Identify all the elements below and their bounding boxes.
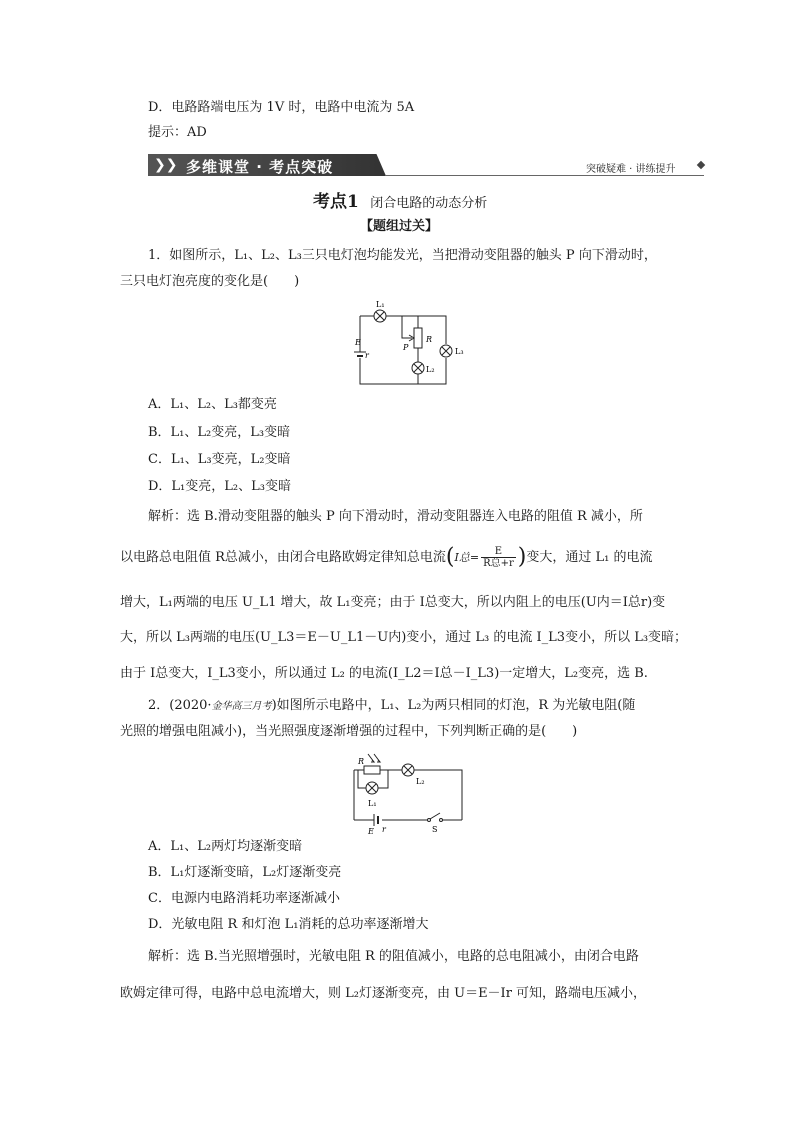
banner-tagline: 突破疑难 · 讲练提升 — [586, 164, 676, 175]
q1-solution-line4: 大，所以 L₃两端的电压(U_L3＝E－U_L1－U内)变小，通过 L₃ 的电流 I_L3变小，所以 L₃变暗； — [120, 630, 688, 645]
q1-fig-R: R — [426, 335, 433, 344]
q1-solution-line3: 增大，L₁两端的电压 U_L1 增大，故 L₁变亮；由于 I总变大，所以内阻上的电压(U内＝I总r)变 — [120, 595, 666, 610]
q2-stem-line2: 光照的增强电阻减小)，当光照强度逐渐增强的过程中，下列判断正确的是( ) — [120, 724, 578, 739]
q1-fig-r: r — [365, 351, 369, 360]
q2-fig-l1: L₁ — [368, 799, 377, 808]
q1-fig-p: P — [403, 343, 409, 352]
q2-stem-line1 — [148, 697, 635, 716]
q1-formula-num: E — [481, 546, 516, 558]
q2-solution-line2: 欧姆定律可得，电路中总电流增大，则 L₂灯逐渐变亮，由 U＝E－Ir 可知，路端电压减小， — [120, 986, 647, 1001]
q1-solution-line5: 由于 I总变大，I_L3变小，所以通过 L₂ 的电流(I_L2＝I总－I_L3)一定增大，L₂变亮，选 B. — [120, 666, 648, 681]
q2-fig-r: r — [382, 825, 386, 834]
q1-solution-line2a: 以电路总电阻值 R总减小，由闭合电路欧姆定律知总电流 — [120, 550, 446, 565]
prev-hint: 提示：AD — [148, 125, 207, 140]
q2-source: 金华高三月考 — [211, 701, 272, 712]
banner-divider — [386, 175, 704, 176]
q1-solution-line2b: 变大，通过 L₁ 的电流 — [526, 550, 653, 565]
q2-option-a: A．L₁、L₂两灯均逐渐变暗 — [148, 839, 303, 854]
section-banner — [148, 152, 708, 178]
q1-solution-line1: 解析：选 B.滑动变阻器的触头 P 向下滑动时，滑动变阻器连入电路的阻值 R 减小，所 — [148, 509, 643, 524]
q1-circuit-diagram — [346, 298, 476, 388]
section-label: 考点1 — [313, 192, 359, 212]
q2-fig-l2: L₂ — [416, 777, 425, 786]
section-subtitle: 【题组过关】 — [360, 219, 439, 234]
q1-fig-l2: L₂ — [426, 365, 435, 374]
q2-fig-R: R — [358, 757, 365, 766]
q1-formula-lhs: I总= — [454, 551, 480, 564]
q2-solution-line1: 解析：选 B.当光照增强时，光敏电阻 R 的阻值减小，电路的总电阻减小，由闭合电路 — [148, 949, 639, 964]
q1-stem-line2: 三只电灯泡亮度的变化是( ) — [120, 274, 300, 289]
diamond-icon — [697, 161, 705, 169]
chevron-icon: ❯❯ — [154, 157, 178, 173]
q1-solution-line2: 以电路总电阻值 R总减小，由闭合电路欧姆定律知总电流(I总= $\frac{E}{\text{R总+r}}$ )变大，通过 L₁ 的电流 — [120, 544, 653, 570]
q1-option-a: A．L₁、L₂、L₃都变亮 — [148, 397, 277, 412]
q1-option-b: B．L₁、L₂变亮，L₃变暗 — [148, 425, 291, 440]
prev-option-d: D．电路路端电压为 1V 时，电路中电流为 5A — [148, 100, 415, 115]
q2-option-d: D．光敏电阻 R 和灯泡 L₁消耗的总功率逐渐增大 — [148, 917, 429, 932]
q2-circuit-diagram — [346, 750, 476, 834]
q1-formula-den: R总+r — [483, 558, 514, 569]
q1-option-d: D．L₁变亮，L₂、L₃变暗 — [148, 479, 291, 494]
q1-fig-l3: L₃ — [455, 347, 464, 356]
q2-option-b: B．L₁灯逐渐变暗，L₂灯逐渐变亮 — [148, 865, 342, 880]
q2-fig-s: S — [432, 825, 438, 834]
q1-formula-fraction — [481, 546, 516, 569]
banner-title: 多维课堂 · 考点突破 — [186, 158, 334, 176]
q2-stem-line1b: )如图所示电路中，L₁、L₂为两只相同的灯泡，R 为光敏电阻(随 — [271, 698, 636, 713]
q1-fig-l1: L₁ — [376, 300, 385, 309]
q1-stem-line1: 1．如图所示，L₁、L₂、L₃三只电灯泡均能发光，当把滑动变阻器的触头 P 向下滑动时， — [148, 248, 657, 263]
q2-stem-line1a: 2．(2020· — [148, 698, 212, 713]
q1-option-c: C．L₁、L₃变亮，L₂变暗 — [148, 452, 291, 467]
q2-fig-e: E — [368, 827, 374, 834]
q2-option-c: C．电源内电路消耗功率逐渐减小 — [148, 891, 340, 906]
section-title: 闭合电路的动态分析 — [370, 196, 488, 211]
section-heading — [313, 192, 487, 214]
q1-fig-e: E — [355, 338, 361, 347]
